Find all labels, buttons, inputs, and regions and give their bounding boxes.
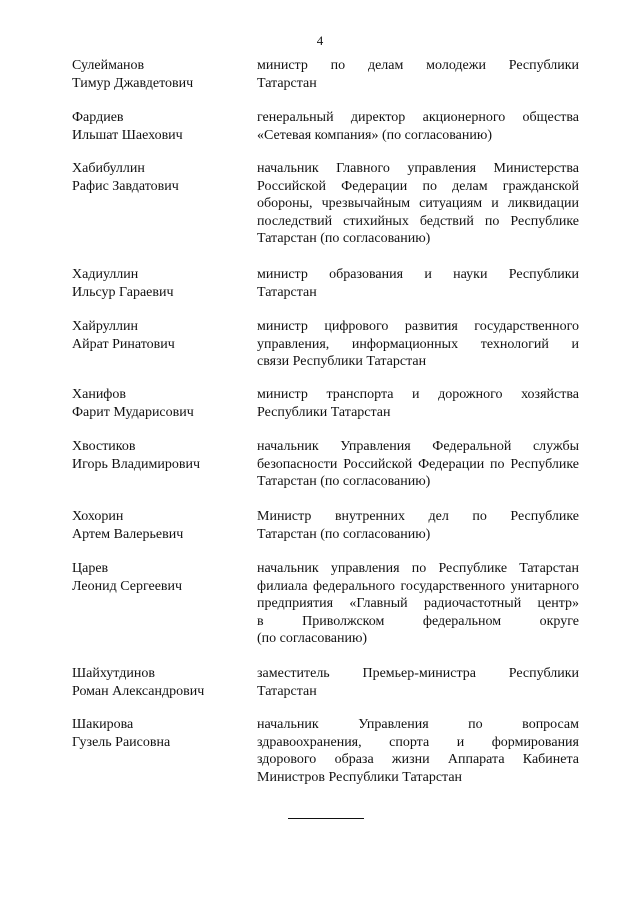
- surname: Хвостиков: [72, 439, 136, 454]
- position-line: начальник управления по Республике Татарстан: [257, 561, 579, 576]
- member-position: [257, 160, 579, 248]
- position-line: в Приволжском федеральном округе: [257, 613, 579, 629]
- position-line: министр по делам молодежи Республики: [257, 58, 579, 73]
- position-line: здравоохранения, спорта и формирования: [257, 734, 579, 750]
- member-position: [257, 716, 579, 786]
- member-name: [72, 665, 247, 701]
- position-line: здорового образа жизни Аппарата Кабинета: [257, 752, 579, 767]
- member-name: [72, 109, 247, 145]
- member-name: [72, 560, 247, 596]
- given-name: Айрат Ринатович: [72, 337, 175, 352]
- position-line: Министров Республики Татарстан: [257, 769, 463, 785]
- member-name: [72, 386, 247, 422]
- given-name: Ильсур Гараевич: [72, 285, 174, 300]
- given-name: Рафис Завдатович: [72, 179, 179, 194]
- given-name: Гузель Раисовна: [72, 735, 171, 750]
- member-name: [72, 57, 247, 93]
- position-line: Республики Татарстан: [257, 404, 391, 420]
- position-line: филиала федерального государственного унитарного: [257, 578, 579, 594]
- given-name: Ильшат Шаехович: [72, 128, 183, 143]
- surname: Шайхутдинов: [72, 666, 155, 681]
- surname: Хадиуллин: [72, 267, 139, 282]
- surname: Ханифов: [72, 387, 126, 402]
- position-line: министр образования и науки Республики: [257, 267, 579, 282]
- member-position: [257, 560, 579, 648]
- position-line: Татарстан (по согласованию): [257, 526, 431, 542]
- member-position: [257, 266, 579, 301]
- position-line: Министр внутренних дел по Республике: [257, 509, 579, 524]
- member-name: [72, 160, 247, 196]
- member-position: [257, 57, 579, 92]
- position-line: «Сетевая компания» (по согласованию): [257, 127, 493, 143]
- end-divider: [288, 818, 364, 819]
- member-position: [257, 665, 579, 700]
- page-number: 4: [316, 33, 324, 48]
- position-line: начальник Управления по вопросам: [257, 717, 579, 732]
- position-line: Татарстан (по согласованию): [257, 474, 431, 489]
- position-line: обороны, чрезвычайным ситуациям и ликвидации: [257, 196, 579, 211]
- member-name: [72, 266, 247, 302]
- surname: Хохорин: [72, 509, 124, 524]
- position-line: начальник Главного управления Министерства: [257, 161, 579, 176]
- given-name: Роман Александрович: [72, 684, 205, 699]
- position-line: Татарстан: [257, 683, 317, 699]
- surname: Шакирова: [72, 717, 134, 732]
- position-line: предприятия «Главный радиочастотный центр»: [257, 596, 579, 611]
- surname: Хайруллин: [72, 319, 138, 334]
- position-line: (по согласованию): [257, 631, 368, 646]
- surname: Хабибуллин: [72, 161, 145, 176]
- member-name: [72, 438, 247, 474]
- position-line: управления, информационных технологий и: [257, 336, 579, 352]
- surname: Царев: [72, 561, 109, 576]
- position-line: Российской Федерации по делам гражданской: [257, 178, 579, 194]
- given-name: Игорь Владимирович: [72, 457, 201, 472]
- position-line: Татарстан: [257, 75, 317, 91]
- position-line: Татарстан: [257, 284, 317, 300]
- member-position: [257, 508, 579, 543]
- given-name: Фарит Мударисович: [72, 405, 194, 420]
- surname: Сулейманов: [72, 58, 145, 73]
- position-line: связи Республики Татарстан: [257, 354, 427, 369]
- member-name: [72, 716, 247, 752]
- position-line: министр цифрового развития государственного: [257, 319, 579, 334]
- position-line: начальник Управления Федеральной службы: [257, 439, 579, 454]
- position-line: безопасности Российской Федерации по Республике: [257, 456, 579, 472]
- member-position: [257, 386, 579, 421]
- surname: Фардиев: [72, 110, 124, 125]
- position-line: министр транспорта и дорожного хозяйства: [257, 387, 579, 402]
- position-line: заместитель Премьер-министра Республики: [257, 666, 579, 681]
- given-name: Артем Валерьевич: [72, 527, 184, 542]
- member-name: [72, 318, 247, 354]
- member-position: [257, 109, 579, 144]
- position-line: последствий стихийных бедствий по Республике: [257, 213, 579, 229]
- position-line: генеральный директор акционерного общества: [257, 110, 579, 125]
- given-name: Леонид Сергеевич: [72, 579, 183, 594]
- member-position: [257, 318, 579, 371]
- member-position: [257, 438, 579, 491]
- member-name: [72, 508, 247, 544]
- given-name: Тимур Джавдетович: [72, 76, 194, 91]
- position-line: Татарстан (по согласованию): [257, 231, 431, 246]
